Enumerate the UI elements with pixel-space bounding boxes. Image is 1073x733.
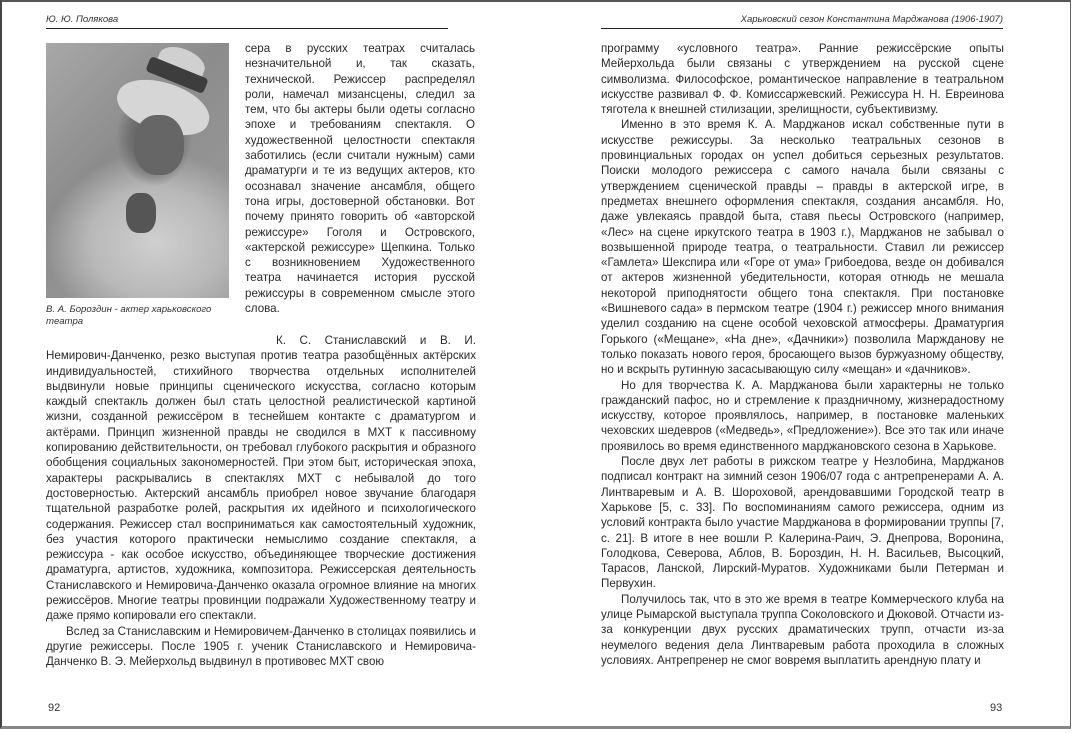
figure-caption: В. А. Бороздин - актер харьковского театра (46, 304, 212, 327)
paragraph: Именно в это время К. А. Марджанов искал собственные пути в искусстве режиссуры. За несколько театральных сезонов в провинциальных городах он успел добиться серьезных результатов. Поиски молодого режиссера с самого начала были связаны с утверждением сценической правды – правды в актерской игре, в предметах внешнего оформления спектакля, создания ансамбля. Но, даже увлекаясь правдой быта, ставя пьесы Островского (например, «Лес» на сцене иркутского театра в 1903 г.), Марджанов не забывал о возвышенной природе театра, о театральности. Ставил ли режиссер «Гамлета» Шекспира или «Горе от ума» Грибоедова, везде он добивался от актеров жизненной убедительности, которая отнюдь не мешала некоторой приподнятости общего тона спектакля. При постановке «Вишневого сада» в пермском театре (1904 г.) режиссер много внимания уделил созданию на сцене особой чеховской атмосферы. Драматургия Горького («Мещане», «На дне», «Дачники») позволила Марждановy не только показать нового героя, бросающего вызов буржуазному обществу, но и вскрыть рутинную засасывающую силу «мещан» и «дачников». (601, 118, 1004, 377)
hand-shape (126, 193, 156, 233)
paragraph: программу «условного театра». Ранние режиссёрские опыты Мейерхольда были связаны с утверждением на русской сцене символизма. Философское, романтическое направление в театральном искусстве развивал Ф. Ф. Комиссаржевский. Режиссура Н. Н. Евреинова тяготела к внешней стилизации, зрелищности, субъективизму. (601, 42, 1004, 117)
face-shape (134, 115, 184, 175)
wrap-text-column (245, 41, 475, 316)
running-head-author: Ю. Ю. Полякова (46, 14, 448, 29)
paragraph: Вслед за Станиславским и Немировичем-Данченко в столицах появились и другие режиссеры. После 1905 г. ученик Станиславского и Немировича-Данченко В. Э. Мейерхольд выдвинул в противовес МХТ свою (46, 624, 476, 669)
figure (46, 43, 230, 328)
right-text-column (601, 41, 1004, 668)
full-text-column (46, 333, 476, 670)
right-page (536, 0, 1073, 733)
paragraph: Но для творчества К. А. Марджанова были характерны не только гражданский пафос, но и стремление к праздничному, жизнерадостному искусству, которое проявлялось, например, в постановке маленьких чеховских шедевров («Медведь», «Предложение»). Все это так или иначе проявилось во время единственного марджановского сезона в Харькове. (601, 378, 1004, 453)
page-number: 93 (990, 702, 1003, 714)
page-number: 92 (48, 702, 61, 714)
running-head-title: Харьковский сезон Константина Марджанова (1906-1907) (601, 14, 1003, 29)
paragraph: После двух лет работы в рижском театре у Незлобина, Марджанов подписал контракт на зимний сезон 1906/07 года с антрепренерами А. А. Линтваревым и А. В. Шороховой, арендовавшими Городской театр в Харькове [5, с. 33]. По воспоминаниям самого режиссера, одним из условий контракта было участие Марджанова в формировании труппы [7, с. 21]. В итоге в нее вошли Р. Калерина-Раич, Э. Днепрова, Воронина, Голодкова, Северова, Аблов, В. Бороздин, Н. Н. Васильев, Высоцкий, Тарасов, Ланской, Лирский-Муратов. Художниками были Петерман и Первухин. (601, 455, 1004, 591)
left-page (0, 0, 536, 733)
paragraph: сера в русских театрах считалась незначительной и, так сказать, технической. Режиссер распределял роли, намечал мизансцены, следил за тем, что бы актеры были одеты согласно эпохе и требованиям спектакля. О художественной целостности спектакля заботились (если считали нужным) сами драматурги и те из ведущих актеров, кто осознавал значение ансамбля, общего тона игры, достоверной обстановки. Вот почему принято говорить об «авторской режиссуре» Гоголя и Островского, «актерской режиссуре» Щепкина. Только с возникновением Художественного театра начинается история русской режиссуры в современном смысле этого слова. (245, 42, 475, 316)
paragraph: Получилось так, что в это же время в театре Коммерческого клуба на улице Рымарской выступала труппа Соколовского и Дюковой. Отчасти из-за конкуренции двух русских драматических трупп, отчасти из-за неумелого ведения дела Линтваревым работа проходила в сложных условиях. Антрепренер не смог вовремя выплатить арендную плату и (601, 592, 1004, 667)
paragraph: К. С. Станиславский и В. И. Немирович-Данченко, резко выступая против театра разобщённых актёрских индивидуальностей, стихийного творчества отдельных исполнителей выдвинули новые принципы сценического искусства, согласно которым каждый спектакль должен был стать целостной реалистической картиной жизни, созданной режиссёром в теснейшем контакте с драматургом и актёрами. Принцип жизненной правды не сводился в МХТ к пассивному копированию действительности, он требовал глубокого раскрытия и образного обобщения социальных закономерностей. При этом быт, историческая эпоха, характеры раскрывались в спектаклях МХТ с небывалой до того достоверностью. Актерский ансамбль приобрел новое звучание благодаря тщательной разработке ролей, раскрытия их идейного и психологического содержания. Режиссер стал восприниматься как самостоятельный художник, без участия которого практически немыслимо создание спектакля, а режиссура - как особое искусство, объединяющее творческие достижения драматурга, артистов, художника, композитора. Режиссерская деятельность Станиславского и Немировича-Данченко оказала огромное влияние на многих режиссёров. Многие театры провинции подражали Художественному театру и даже прямо копировали его спектакли. (46, 334, 476, 623)
portrait-photo (46, 43, 229, 298)
